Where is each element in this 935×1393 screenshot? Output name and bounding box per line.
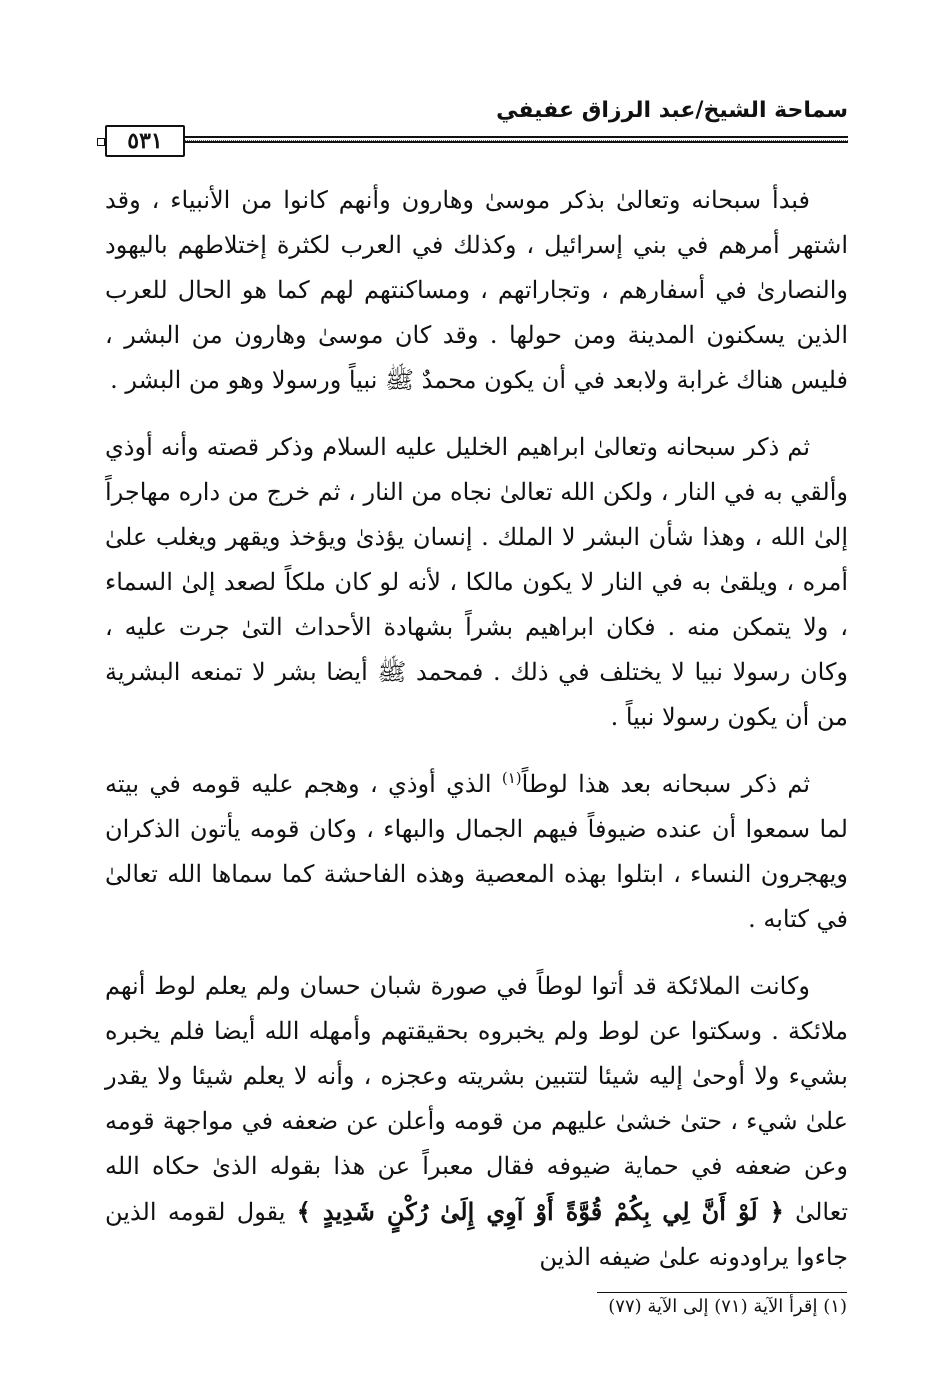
paragraph-moses-aaron: فبدأ سبحانه وتعالىٰ بذكر موسىٰ وهارون وأنهم كانوا من الأنبياء ، وقد اشتهر أمرهم في بني إسرائيل ، وكذلك في العرب لكثرة إختلاطهم باليهود والنصارىٰ في أسفارهم ، وتجاراتهم ، ومساكنتهم لهم كما هو الحال للعرب الذين يسكنون المدينة ومن حولها . وقد كان موسىٰ وهارون من البشر ، فليس هناك غرابة ولابعد في أن يكون محمدٌ ﷺ نبياً ورسولا وهو من البشر . bbox=[105, 186, 848, 394]
page-header bbox=[105, 98, 848, 158]
footnote-divider bbox=[597, 1292, 847, 1293]
header-rule bbox=[185, 136, 848, 143]
paragraph-angels-start: وكانت الملائكة قد أتوا لوطاً في صورة شبان حسان ولم يعلم لوط أنهم ملائكة . وسكتوا عن لوط ولم يخبروه بحقيقتهم وأمهله الله أيضا فلم يخبره بشيء ولا أوحىٰ إليه شيئا لتتبين بشريته وعجزه ، وأنه لا يعلم شيئا ولا يقدر علىٰ شيء ، حتىٰ خشىٰ عليهم من قومه وأعلن عن ضعفه في مواجهة قومه وعن ضعفه في حماية ضيوفه فقال معبراً عن هذا بقوله الذىٰ حكاه الله تعالىٰ bbox=[105, 972, 849, 1226]
body-text bbox=[105, 178, 848, 1302]
paragraph-lot-start: ثم ذكر سبحانه بعد هذا لوطاً bbox=[521, 770, 810, 798]
paragraph-lot-rest: الذي أوذي ، وهجم عليه قومه في بيته لما سمعوا أن عنده ضيوفاً فيهم الجمال والبهاء ، وكان قومه يأتون الذكران ويهجرون النساء ، ابتلوا بهذه المعصية وهذه الفاحشة كما سماها الله تعالىٰ في كتابه . bbox=[105, 770, 848, 933]
quran-verse: ﴿ لَوْ أَنَّ لِي بِكُمْ قُوَّةً أَوْ آوِي إِلَىٰ رُكْنٍ شَدِيدٍ ﴾ bbox=[296, 1197, 784, 1226]
book-author-title: سماحة الشيخ/عبد الرزاق عفيفي bbox=[496, 98, 848, 123]
footnote-reference: (١) bbox=[501, 769, 522, 787]
paragraph-abraham: ثم ذكر سبحانه وتعالىٰ ابراهيم الخليل عليه السلام وذكر قصته وأنه أوذي وألقي به في النار ، ولكن الله تعالىٰ نجاه من النار ، ثم خرج من داره مهاجراً إلىٰ الله ، وهذا شأن البشر لا الملك . إنسان يؤذىٰ ويؤخذ ويقهر ويغلب علىٰ أمره ، ويلقىٰ به في النار لا يكون مالكا ، لأنه لو كان ملكاً لصعد إلىٰ السماء ، ولا يتمكن منه . فكان ابراهيم بشراً بشهادة الأحداث التىٰ جرت عليه ، وكان رسولا نبيا لا يختلف في ذلك . فمحمد ﷺ أيضا بشر لا تمنعه البشرية من أن يكون رسولا نبياً . bbox=[105, 433, 848, 731]
footnote: (١) إقرأ الآية (٧١) إلى الآية (٧٧) bbox=[608, 1296, 847, 1317]
paragraph-angels-rest: يقول لقومه الذين جاءوا يراودونه علىٰ ضيفه الذين bbox=[105, 1198, 848, 1271]
page-number: ٥٣١ bbox=[105, 125, 185, 157]
paragraph-angels bbox=[105, 964, 848, 1280]
paragraph-lot bbox=[105, 762, 848, 942]
